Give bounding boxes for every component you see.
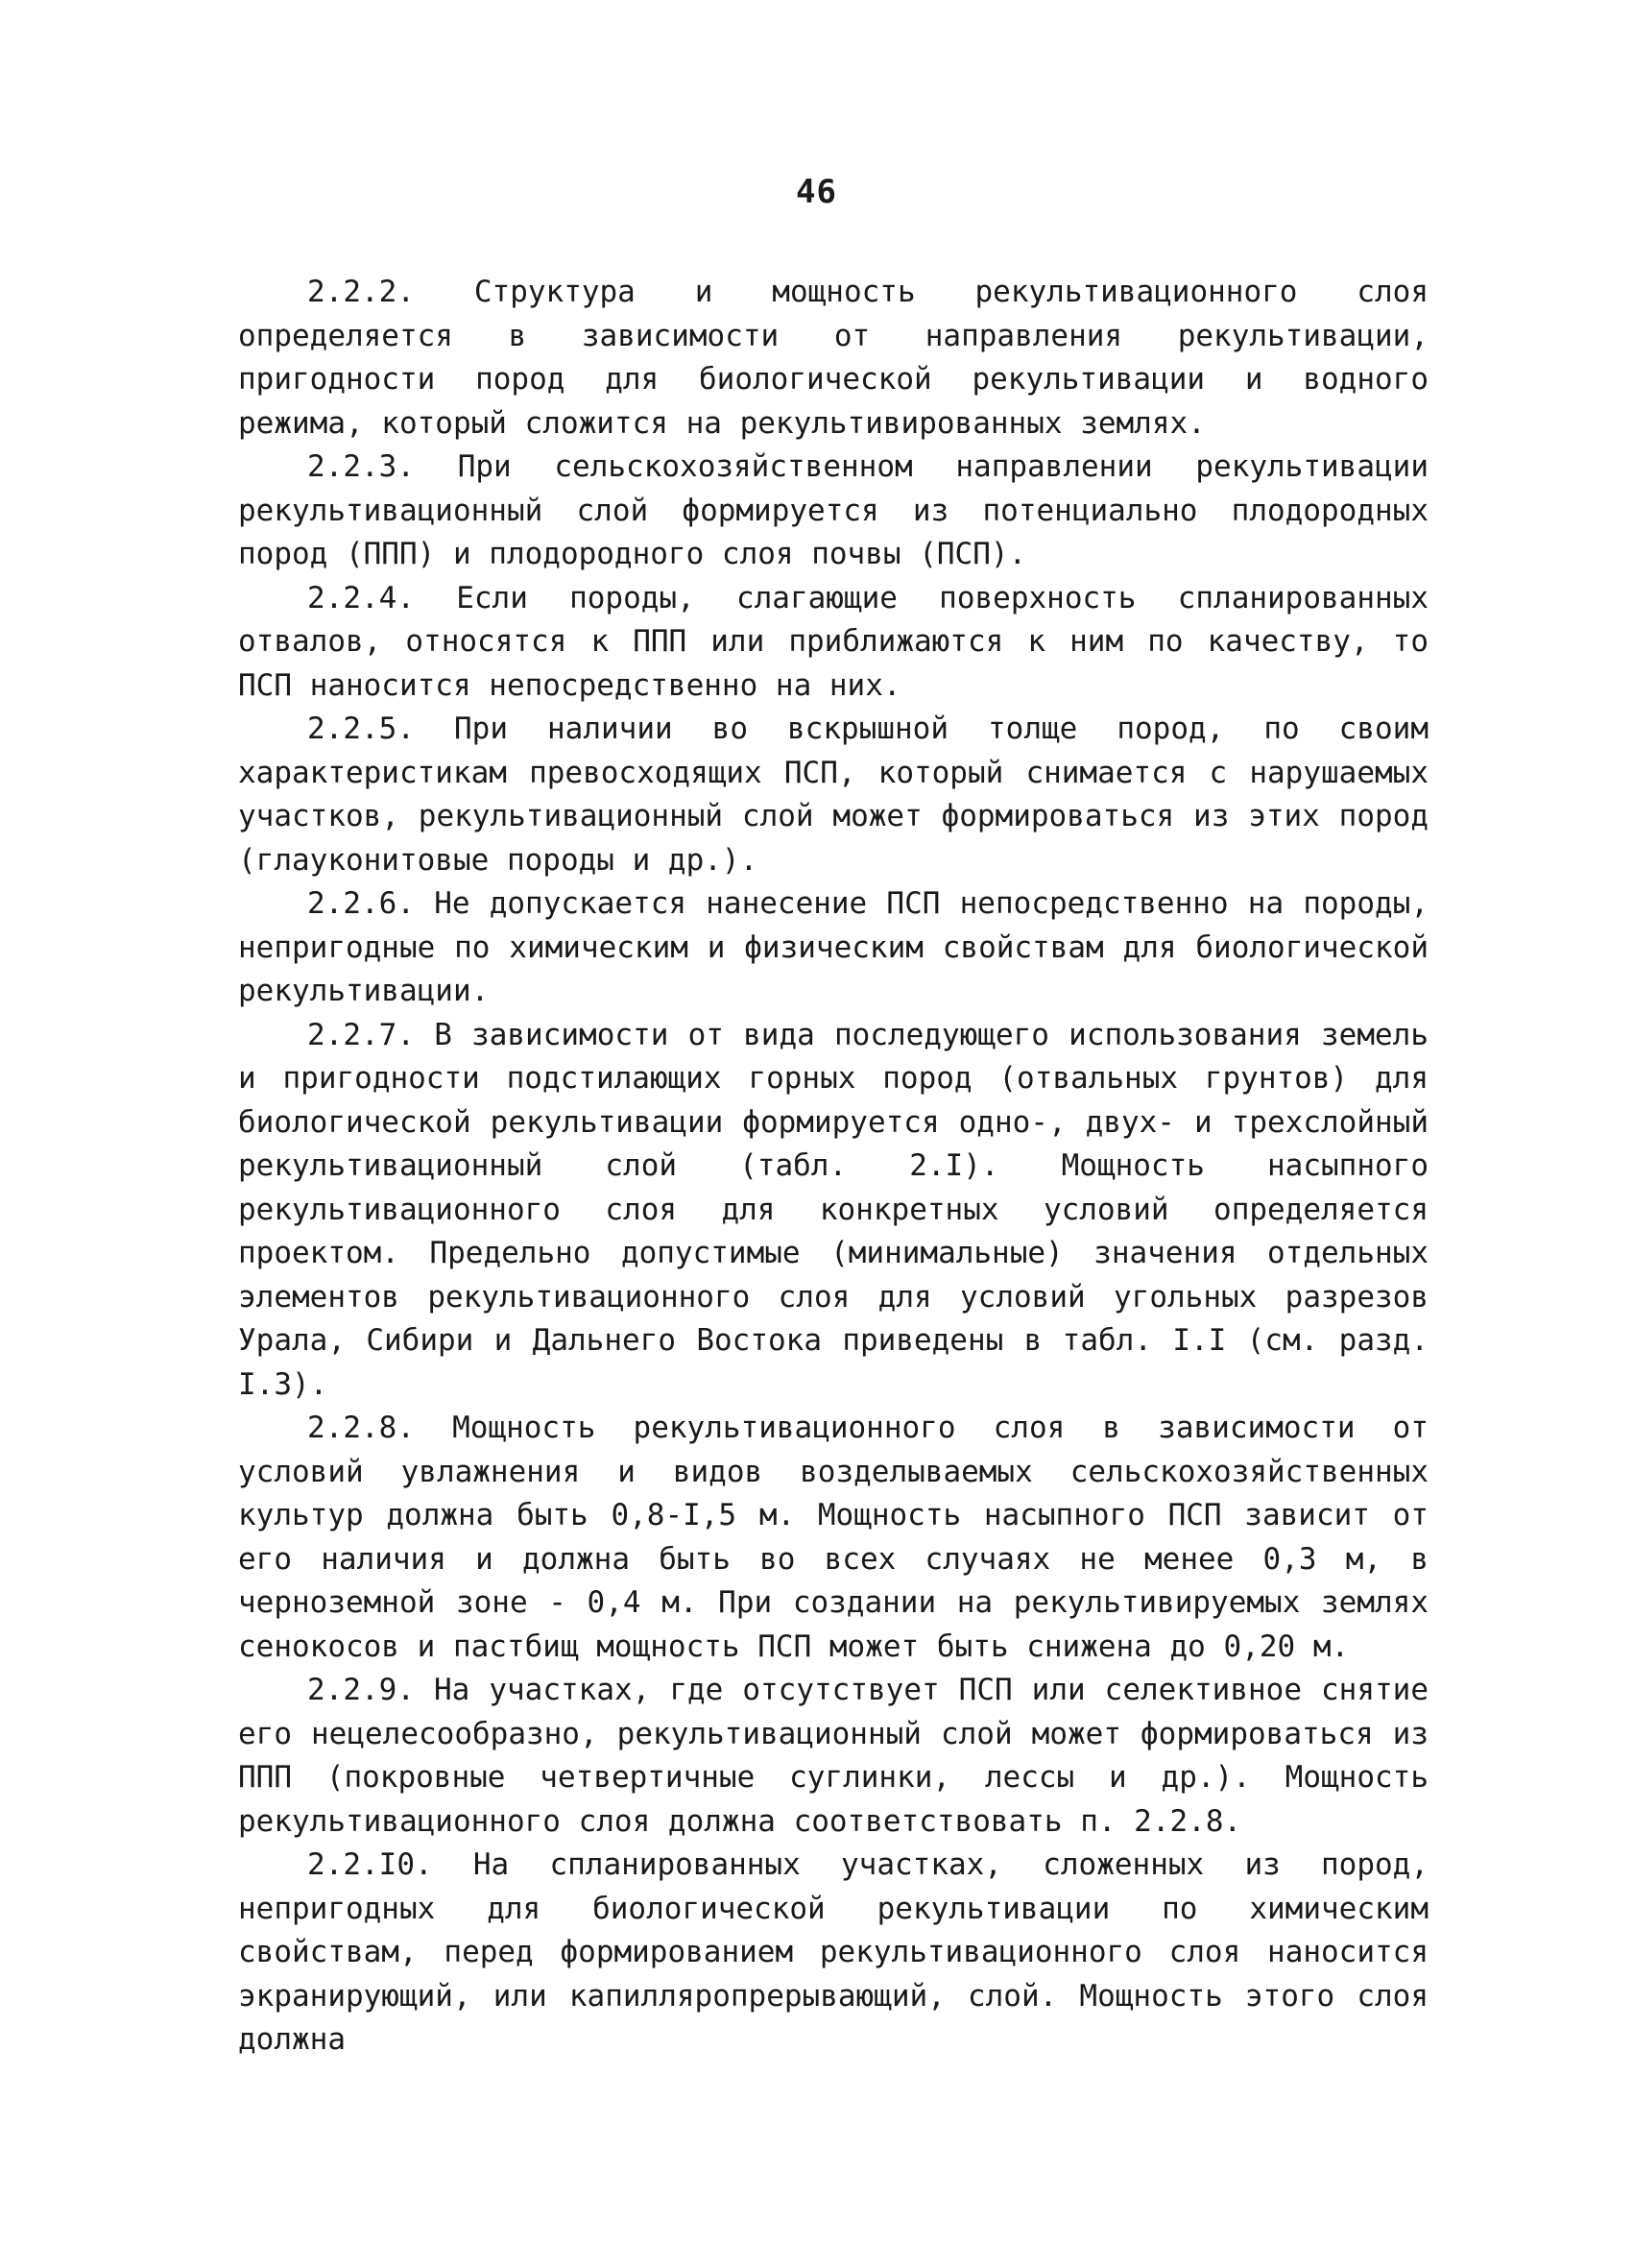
paragraph-2-2-6: 2.2.6. Не допускается нанесение ПСП непосредственно на породы, непригодные по химическим и физическим свойствам для биологической рекультивации.	[238, 886, 1429, 1008]
paragraph-2-2-2: 2.2.2. Структура и мощность рекультивационного слоя определяется в зависимости от направления рекультивации, пригодности пород для биологической рекультивации и водного режима, который сложится на рекультивированных землях.	[238, 275, 1429, 441]
paragraph-2-2-3: 2.2.3. При сельскохозяйственном направлении рекультивации рекультивационный слой формируется из потенциально плодородных пород (ППП) и плодородного слоя почвы (ПСП).	[238, 449, 1429, 571]
page-number: 46	[796, 173, 837, 211]
paragraph-2-2-7: 2.2.7. В зависимости от вида последующего использования земель и пригодности подстилающих горных пород (отвальных грунтов) для биологической рекультивации формируется одно-, двух- и трехслойный рекультивационный слой (табл. 2.I). Мощность насыпного рекультивационного слоя для конкретных условий определяется проектом. Предельно допустимые (минимальные) значения отдельных элементов рекультивационного слоя для условий угольных разрезов Урала, Сибири и Дальнего Востока приведены в табл. I.I (см. разд. I.3).	[238, 1017, 1429, 1402]
paragraph-2-2-5: 2.2.5. При наличии во вскрышной толще пород, по своим характеристикам превосходящих ПСП, который снимается с нарушаемых участков, рекультивационный слой может формироваться из этих пород (глауконитовые породы и др.).	[238, 712, 1429, 878]
paragraph-2-2-8: 2.2.8. Мощность рекультивационного слоя в зависимости от условий увлажнения и видов возделываемых сельскохозяйственных культур должна быть 0,8-I,5 м. Мощность насыпного ПСП зависит от его наличия и должна быть во всех случаях не менее 0,3 м, в черноземной зоне - 0,4 м. При создании на рекультивируемых землях сенокосов и пастбищ мощность ПСП может быть снижена до 0,20 м.	[238, 1411, 1429, 1664]
paragraph-2-2-9: 2.2.9. На участках, где отсутствует ПСП или селективное снятие его нецелесообразно, рекультивационный слой может формироваться из ППП (покровные четвертичные суглинки, лессы и др.). Мощность рекультивационного слоя должна соответствовать п. 2.2.8.	[238, 1673, 1429, 1839]
paragraph-2-2-10: 2.2.I0. На спланированных участках, сложенных из пород, непригодных для биологической рекультивации по химическим свойствам, перед формированием рекультивационного слоя наносится экранирующий, или капилляропрерывающий, слой. Мощность этого слоя должна	[238, 1847, 1429, 2057]
paragraph-2-2-4: 2.2.4. Если породы, слагающие поверхность спланированных отвалов, относятся к ППП или приближаются к ним по качеству, то ПСП наносится непосредственно на них.	[238, 580, 1429, 703]
document-body	[238, 271, 1429, 2063]
